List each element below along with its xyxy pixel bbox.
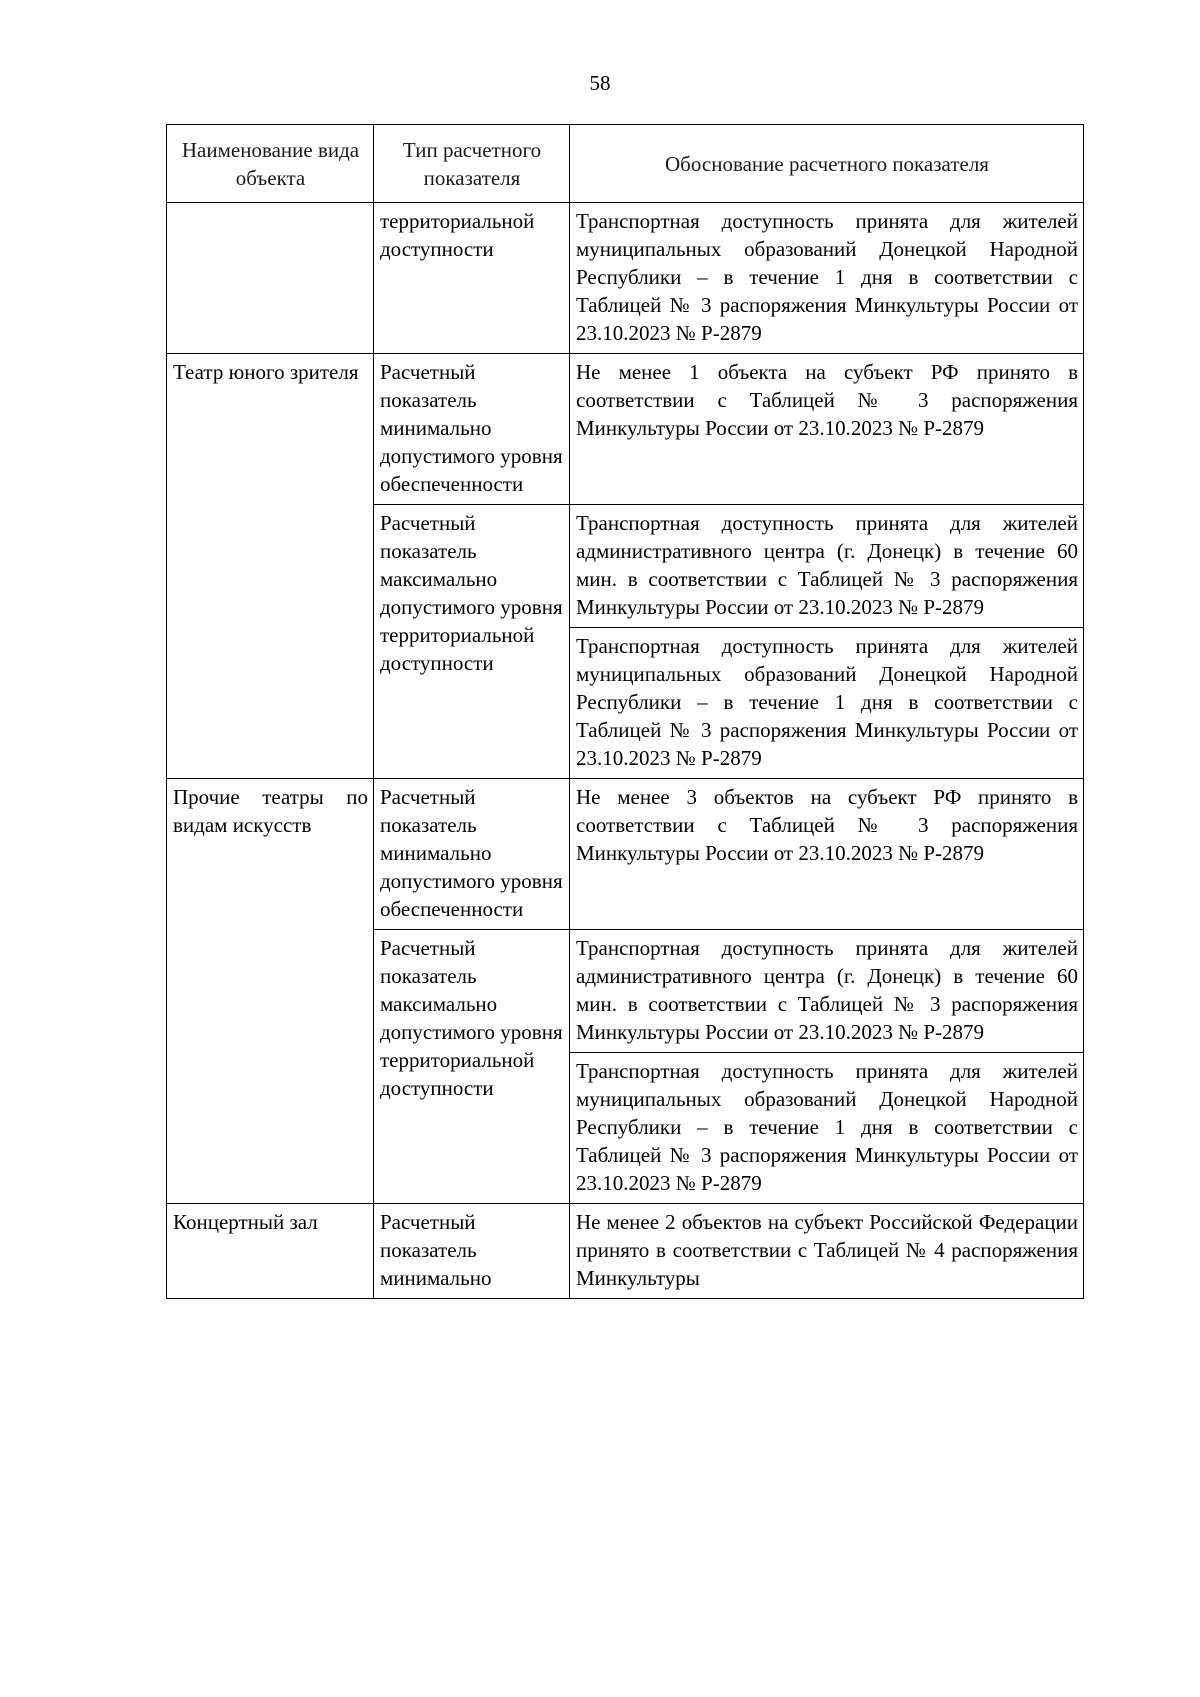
- table-header: [167, 125, 1084, 203]
- object-name-cell: Концертный зал: [167, 1204, 374, 1299]
- indicator-basis-cell: Транспортная доступность принята для жителей муниципальных образований Донецкой Народной Республики – в течение 1 дня в соответствии с Таблицей № 3 распоряжения Минкультуры России от 23.10.2023 № Р-2879: [570, 1053, 1084, 1204]
- header-indicator-basis: Обоснование расчетного показателя: [570, 125, 1084, 203]
- indicator-type-cell: территориальной доступности: [374, 203, 570, 354]
- indicator-basis-cell: Не менее 2 объектов на субъект Российской Федерации принято в соответствии с Таблицей № 4 распоряжения Минкультуры: [570, 1204, 1084, 1299]
- table-row: [167, 1204, 1084, 1299]
- header-object-type: Наименование вида объекта: [167, 125, 374, 203]
- table-row: [167, 354, 1084, 505]
- indicator-basis-cell: Не менее 1 объекта на субъект РФ принято в соответствии с Таблицей № 3 распоряжения Минкультуры России от 23.10.2023 № Р-2879: [570, 354, 1084, 505]
- object-name-cell: [167, 203, 374, 354]
- object-name-cell: Прочие театры по видам искусств: [167, 779, 374, 1204]
- indicators-table: [166, 124, 1084, 1299]
- indicator-type-cell: Расчетный показатель максимально допустимого уровня территориальной доступности: [374, 930, 570, 1204]
- table-row: [167, 203, 1084, 354]
- object-name-cell: Театр юного зрителя: [167, 354, 374, 779]
- page-number: 58: [589, 71, 611, 95]
- indicator-basis-cell: Транспортная доступность принята для жителей административного центра (г. Донецк) в течение 60 мин. в соответствии с Таблицей № 3 распоряжения Минкультуры России от 23.10.2023 № Р-2879: [570, 505, 1084, 628]
- table-body: [167, 203, 1084, 1299]
- table-row: [167, 779, 1084, 930]
- indicator-basis-cell: Транспортная доступность принята для жителей муниципальных образований Донецкой Народной Республики – в течение 1 дня в соответствии с Таблицей № 3 распоряжения Минкультуры России от 23.10.2023 № Р-2879: [570, 203, 1084, 354]
- indicator-basis-cell: Транспортная доступность принята для жителей муниципальных образований Донецкой Народной Республики – в течение 1 дня в соответствии с Таблицей № 3 распоряжения Минкультуры России от 23.10.2023 № Р-2879: [570, 628, 1084, 779]
- indicator-basis-cell: Транспортная доступность принята для жителей административного центра (г. Донецк) в течение 60 мин. в соответствии с Таблицей № 3 распоряжения Минкультуры России от 23.10.2023 № Р-2879: [570, 930, 1084, 1053]
- indicator-type-cell: Расчетный показатель минимально допустимого уровня обеспеченности: [374, 354, 570, 505]
- header-indicator-type: Тип расчетного показателя: [374, 125, 570, 203]
- indicator-type-cell: Расчетный показатель максимально допустимого уровня территориальной доступности: [374, 505, 570, 779]
- indicator-type-cell: Расчетный показатель минимально: [374, 1204, 570, 1299]
- indicator-type-cell: Расчетный показатель минимально допустимого уровня обеспеченности: [374, 779, 570, 930]
- header-row: [167, 125, 1084, 203]
- indicator-basis-cell: Не менее 3 объектов на субъект РФ принято в соответствии с Таблицей № 3 распоряжения Минкультуры России от 23.10.2023 № Р-2879: [570, 779, 1084, 930]
